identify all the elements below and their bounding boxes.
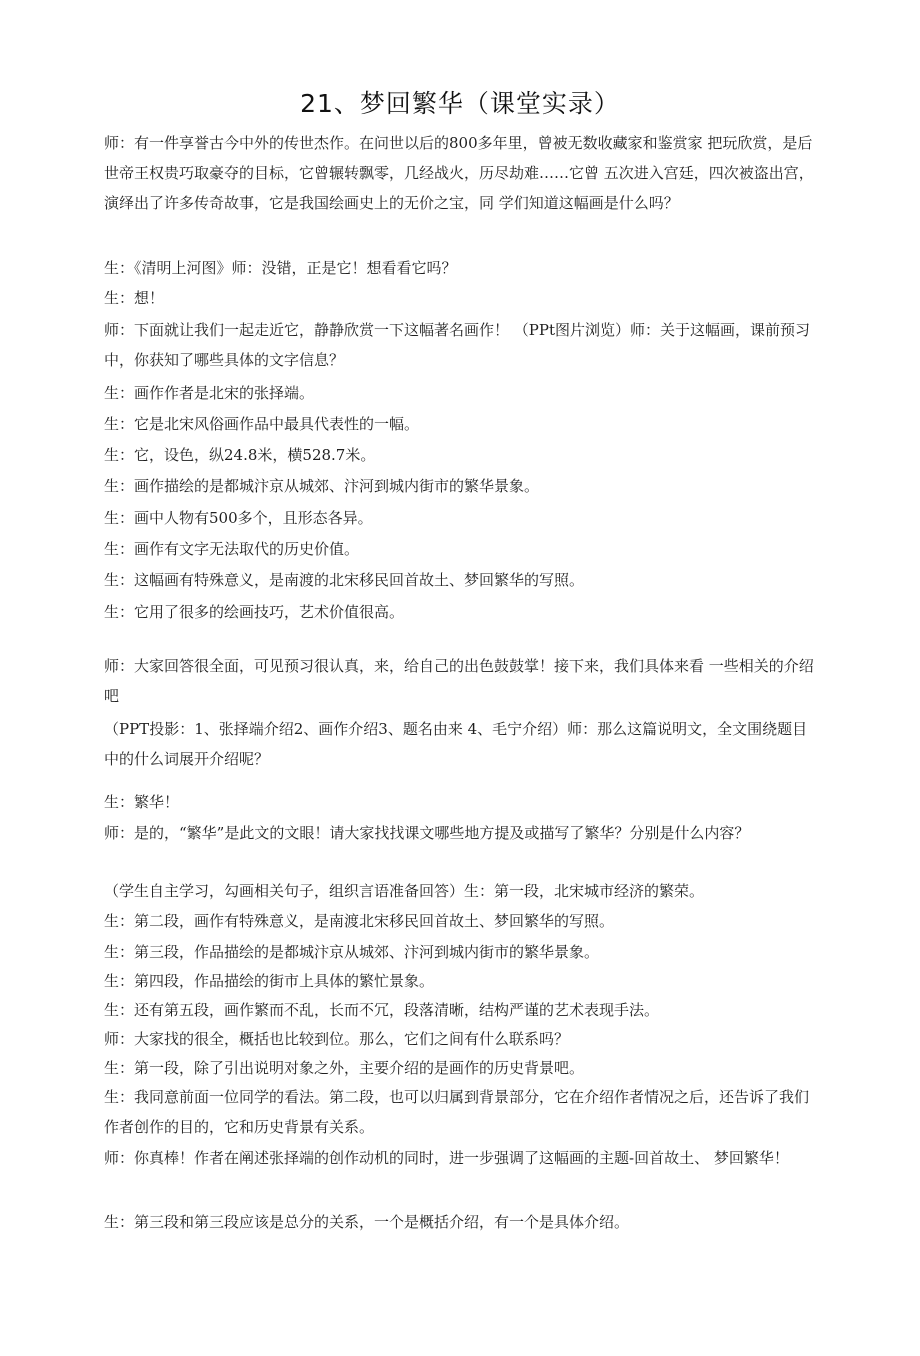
paragraph-student-want: 生：想！ bbox=[104, 289, 165, 307]
paragraph-student-size: 生：它，设色，纵24.8米，横528.7米。 bbox=[104, 446, 376, 464]
paragraph-student-agree: 生：我同意前面一位同学的看法。第二段，也可以归属到背景部分，它在介绍作者情况之后，还告诉了我们作者创作的目的，它和历史背景有关系。 bbox=[104, 1088, 810, 1136]
paragraph-teacher-connection: 师：大家找的很全，概括也比较到位。那么，它们之间有什么联系吗？ bbox=[104, 1030, 570, 1048]
paragraph-student-fanhua: 生：繁华！ bbox=[104, 793, 180, 811]
paragraph-student-people: 生：画中人物有500多个，且形态各异。 bbox=[104, 509, 373, 527]
paragraph-student-section-4: 生：第四段，作品描绘的街市上具体的繁忙景象。 bbox=[104, 972, 435, 990]
paragraph-student-section-1: （学生自主学习，勾画相关句子，组织言语准备回答）生：第一段，北宋城市经济的繁荣。 bbox=[104, 882, 705, 900]
paragraph-student-author: 生：画作作者是北宋的张择端。 bbox=[104, 384, 315, 402]
paragraph-ppt-projection: （PPT投影：1、张择端介绍2、画作介绍3、题名由来 4、毛宁介绍）师：那么这篇说明文，全文围绕题目中的什么词展开介绍呢？ bbox=[104, 720, 808, 768]
paragraph-teacher-intro: 师：有一件享誉古今中外的传世杰作。在问世以后的800多年里，曾被无数收藏家和鉴赏家 把玩欣赏，是后世帝王权贵巧取豪夺的目标，它曾辗转飘零，几经战火，历尽劫难……它曾 五次进入宫廷，四次被盗出宫，演绎出了许多传奇故事，它是我国绘画史上的无价之宝，同 学们知道这幅画是什么吗？ bbox=[104, 134, 814, 212]
paragraph-teacher-praise: 师：大家回答很全面，可见预习很认真，来，给自己的出色鼓鼓掌！接下来，我们具体来看 一些相关的介绍吧 bbox=[104, 657, 814, 705]
paragraph-student-technique: 生：它用了很多的绘画技巧，艺术价值很高。 bbox=[104, 603, 405, 621]
paragraph-student-relation: 生：第三段和第三段应该是总分的关系，一个是概括介绍，有一个是具体介绍。 bbox=[104, 1213, 630, 1231]
paragraph-student-section-3: 生：第三段，作品描绘的是都城汴京从城郊、汴河到城内街市的繁华景象。 bbox=[104, 943, 600, 961]
paragraph-teacher-appreciate: 师：下面就让我们一起走近它，静静欣赏一下这幅著名画作！ （PPt图片浏览）师：关于这幅画，课前预习中，你获知了哪些具体的文字信息？ bbox=[104, 321, 810, 369]
paragraph-teacher-keyword: 师：是的，“繁华”是此文的文眼！请大家找找课文哪些地方提及或描写了繁华？分别是什么内容？ bbox=[104, 824, 750, 842]
paragraph-student-section-2: 生：第二段，画作有特殊意义，是南渡北宋移民回首故土、梦回繁华的写照。 bbox=[104, 912, 615, 930]
paragraph-student-section-5: 生：还有第五段，画作繁而不乱，长而不冗，段落清晰，结构严谨的艺术表现手法。 bbox=[104, 1001, 660, 1019]
paragraph-student-scene: 生：画作描绘的是都城汴京从城郊、汴河到城内街市的繁华景象。 bbox=[104, 477, 540, 495]
paragraph-student-representative: 生：它是北宋风俗画作品中最具代表性的一幅。 bbox=[104, 415, 420, 433]
paragraph-student-meaning: 生：这幅画有特殊意义，是南渡的北宋移民回首故土、梦回繁华的写照。 bbox=[104, 571, 585, 589]
paragraph-student-background: 生：第一段，除了引出说明对象之外，主要介绍的是画作的历史背景吧。 bbox=[104, 1059, 585, 1077]
paragraph-student-value: 生：画作有文字无法取代的历史价值。 bbox=[104, 540, 360, 558]
paragraph-student-answer-painting: 生：《清明上河图》师：没错，正是它！想看看它吗？ bbox=[104, 259, 457, 277]
document-title: 21、梦回繁华（课堂实录） bbox=[300, 89, 620, 118]
paragraph-teacher-theme: 师：你真棒！作者在阐述张择端的创作动机的同时，进一步强调了这幅画的主题-回首故土、 梦回繁华！ bbox=[104, 1149, 789, 1167]
